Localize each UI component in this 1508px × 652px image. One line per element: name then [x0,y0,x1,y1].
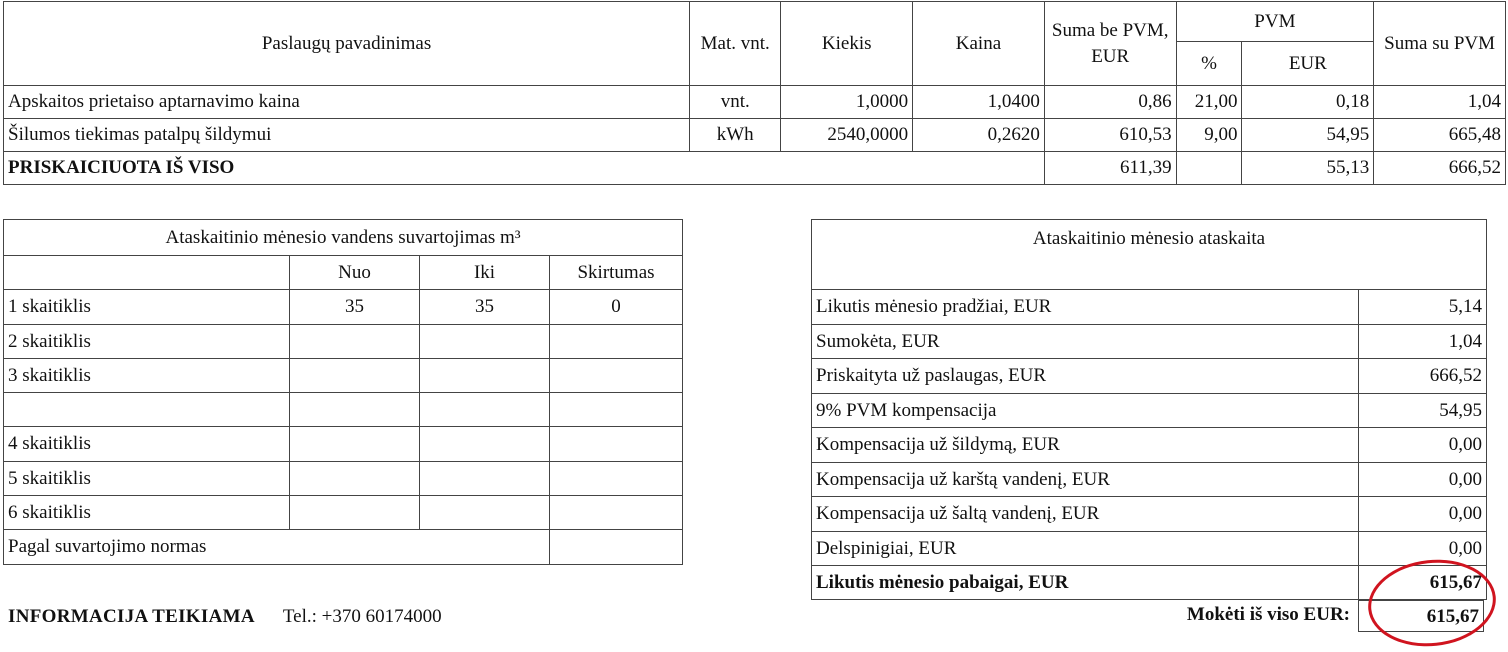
services-total-label: PRISKAICIUOTA IŠ VISO [4,152,1045,185]
services-table [3,1,1506,185]
services-total-sum-incl: 666,52 [1374,152,1506,185]
report-label: Kompensacija už karštą vandenį, EUR [812,463,1359,497]
meter-label: 1 skaitiklis [4,290,290,325]
monthly-report-table [811,219,1487,600]
meter-from: 35 [290,290,420,325]
report-title: Ataskaitinio mėnesio ataskaita [812,220,1487,290]
info-phone: Tel.: +370 60174000 [282,606,442,627]
meter-row [4,290,683,325]
meter-to: 35 [420,290,550,325]
service-vat-eur: 54,95 [1242,119,1374,152]
meter-diff [550,393,683,427]
report-label: 9% PVM kompensacija [812,394,1359,428]
service-sum-incl: 665,48 [1374,119,1506,152]
meter-from [290,325,420,359]
meter-to [420,462,550,496]
water-table-title: Ataskaitinio mėnesio vandens suvartojimas m³ [4,220,683,256]
water-consumption-table [3,219,683,565]
report-row [812,497,1487,532]
report-label: Priskaityta už paslaugas, EUR [812,359,1359,394]
meter-label: 5 skaitiklis [4,462,290,496]
service-name: Apskaitos prietaiso aptarnavimo kaina [4,86,690,119]
report-row [812,428,1487,463]
service-qty: 2540,0000 [781,119,913,152]
pay-total-value: 615,67 [1358,600,1484,632]
service-vat-eur: 0,18 [1242,86,1374,119]
report-value: 1,04 [1359,325,1487,359]
meter-to [420,325,550,359]
meter-row [4,427,683,462]
meter-row [4,393,683,427]
report-label: Delspinigiai, EUR [812,532,1359,566]
water-header-empty [4,256,290,290]
meter-row [4,325,683,359]
service-unit: vnt. [690,86,781,119]
meter-label: 6 skaitiklis [4,496,290,530]
header-vat: PVM [1176,2,1374,42]
report-label: Likutis mėnesio pradžiai, EUR [812,290,1359,325]
report-value: 0,00 [1359,497,1487,532]
services-total-vat-pct-empty [1176,152,1242,185]
meter-to [420,359,550,393]
meter-from [290,427,420,462]
header-price: Kaina [913,2,1045,86]
service-vat-pct: 9,00 [1176,119,1242,152]
report-label: Kompensacija už šildymą, EUR [812,428,1359,463]
meter-row [4,462,683,496]
meter-diff [550,325,683,359]
header-vat-eur: EUR [1242,42,1374,86]
header-sum-incl-vat: Suma su PVM [1374,2,1506,86]
meter-diff [550,496,683,530]
report-value: 54,95 [1359,394,1487,428]
report-label: Kompensacija už šaltą vandenį, EUR [812,497,1359,532]
info-line [8,606,442,628]
meter-row [4,496,683,530]
service-name: Šilumos tiekimas patalpų šildymui [4,119,690,152]
water-header-diff: Skirtumas [550,256,683,290]
header-service-name: Paslaugų pavadinimas [4,2,690,86]
meter-from [290,359,420,393]
header-sum-excl-vat: Suma be PVM, EUR [1044,2,1176,86]
report-row [812,359,1487,394]
pay-total-label: Mokėti iš viso EUR: [1186,604,1350,625]
header-vat-percent: % [1176,42,1242,86]
norms-value [550,530,683,565]
norms-row [4,530,683,565]
service-price: 0,2620 [913,119,1045,152]
end-balance-value: 615,67 [1359,566,1487,600]
meter-diff: 0 [550,290,683,325]
header-qty: Kiekis [781,2,913,86]
info-label: INFORMACIJA TEIKIAMA [8,606,255,627]
meter-label: 2 skaitiklis [4,325,290,359]
meter-diff [550,427,683,462]
meter-to [420,496,550,530]
report-value: 0,00 [1359,463,1487,497]
water-header-from: Nuo [290,256,420,290]
water-header-to: Iki [420,256,550,290]
meter-label: 3 skaitiklis [4,359,290,393]
report-value: 0,00 [1359,428,1487,463]
end-balance-row [812,566,1487,600]
meter-label [4,393,290,427]
meter-from [290,462,420,496]
meter-diff [550,462,683,496]
end-balance-label: Likutis mėnesio pabaigai, EUR [812,566,1359,600]
report-value: 666,52 [1359,359,1487,394]
report-row [812,394,1487,428]
service-qty: 1,0000 [781,86,913,119]
meter-diff [550,359,683,393]
service-row [4,119,1506,152]
report-row [812,290,1487,325]
service-price: 1,0400 [913,86,1045,119]
meter-from [290,393,420,427]
meter-label: 4 skaitiklis [4,427,290,462]
meter-row [4,359,683,393]
meter-from [290,496,420,530]
report-value: 5,14 [1359,290,1487,325]
services-total-row [4,152,1506,185]
report-row [812,532,1487,566]
services-total-sum-excl: 611,39 [1044,152,1176,185]
norms-label: Pagal suvartojimo normas [4,530,550,565]
report-row [812,325,1487,359]
service-unit: kWh [690,119,781,152]
report-value: 0,00 [1359,532,1487,566]
service-row [4,86,1506,119]
report-row [812,463,1487,497]
service-sum-excl: 0,86 [1044,86,1176,119]
service-sum-excl: 610,53 [1044,119,1176,152]
meter-to [420,427,550,462]
meter-to [420,393,550,427]
service-vat-pct: 21,00 [1176,86,1242,119]
services-total-vat-eur: 55,13 [1242,152,1374,185]
report-label: Sumokėta, EUR [812,325,1359,359]
service-sum-incl: 1,04 [1374,86,1506,119]
header-unit: Mat. vnt. [690,2,781,86]
